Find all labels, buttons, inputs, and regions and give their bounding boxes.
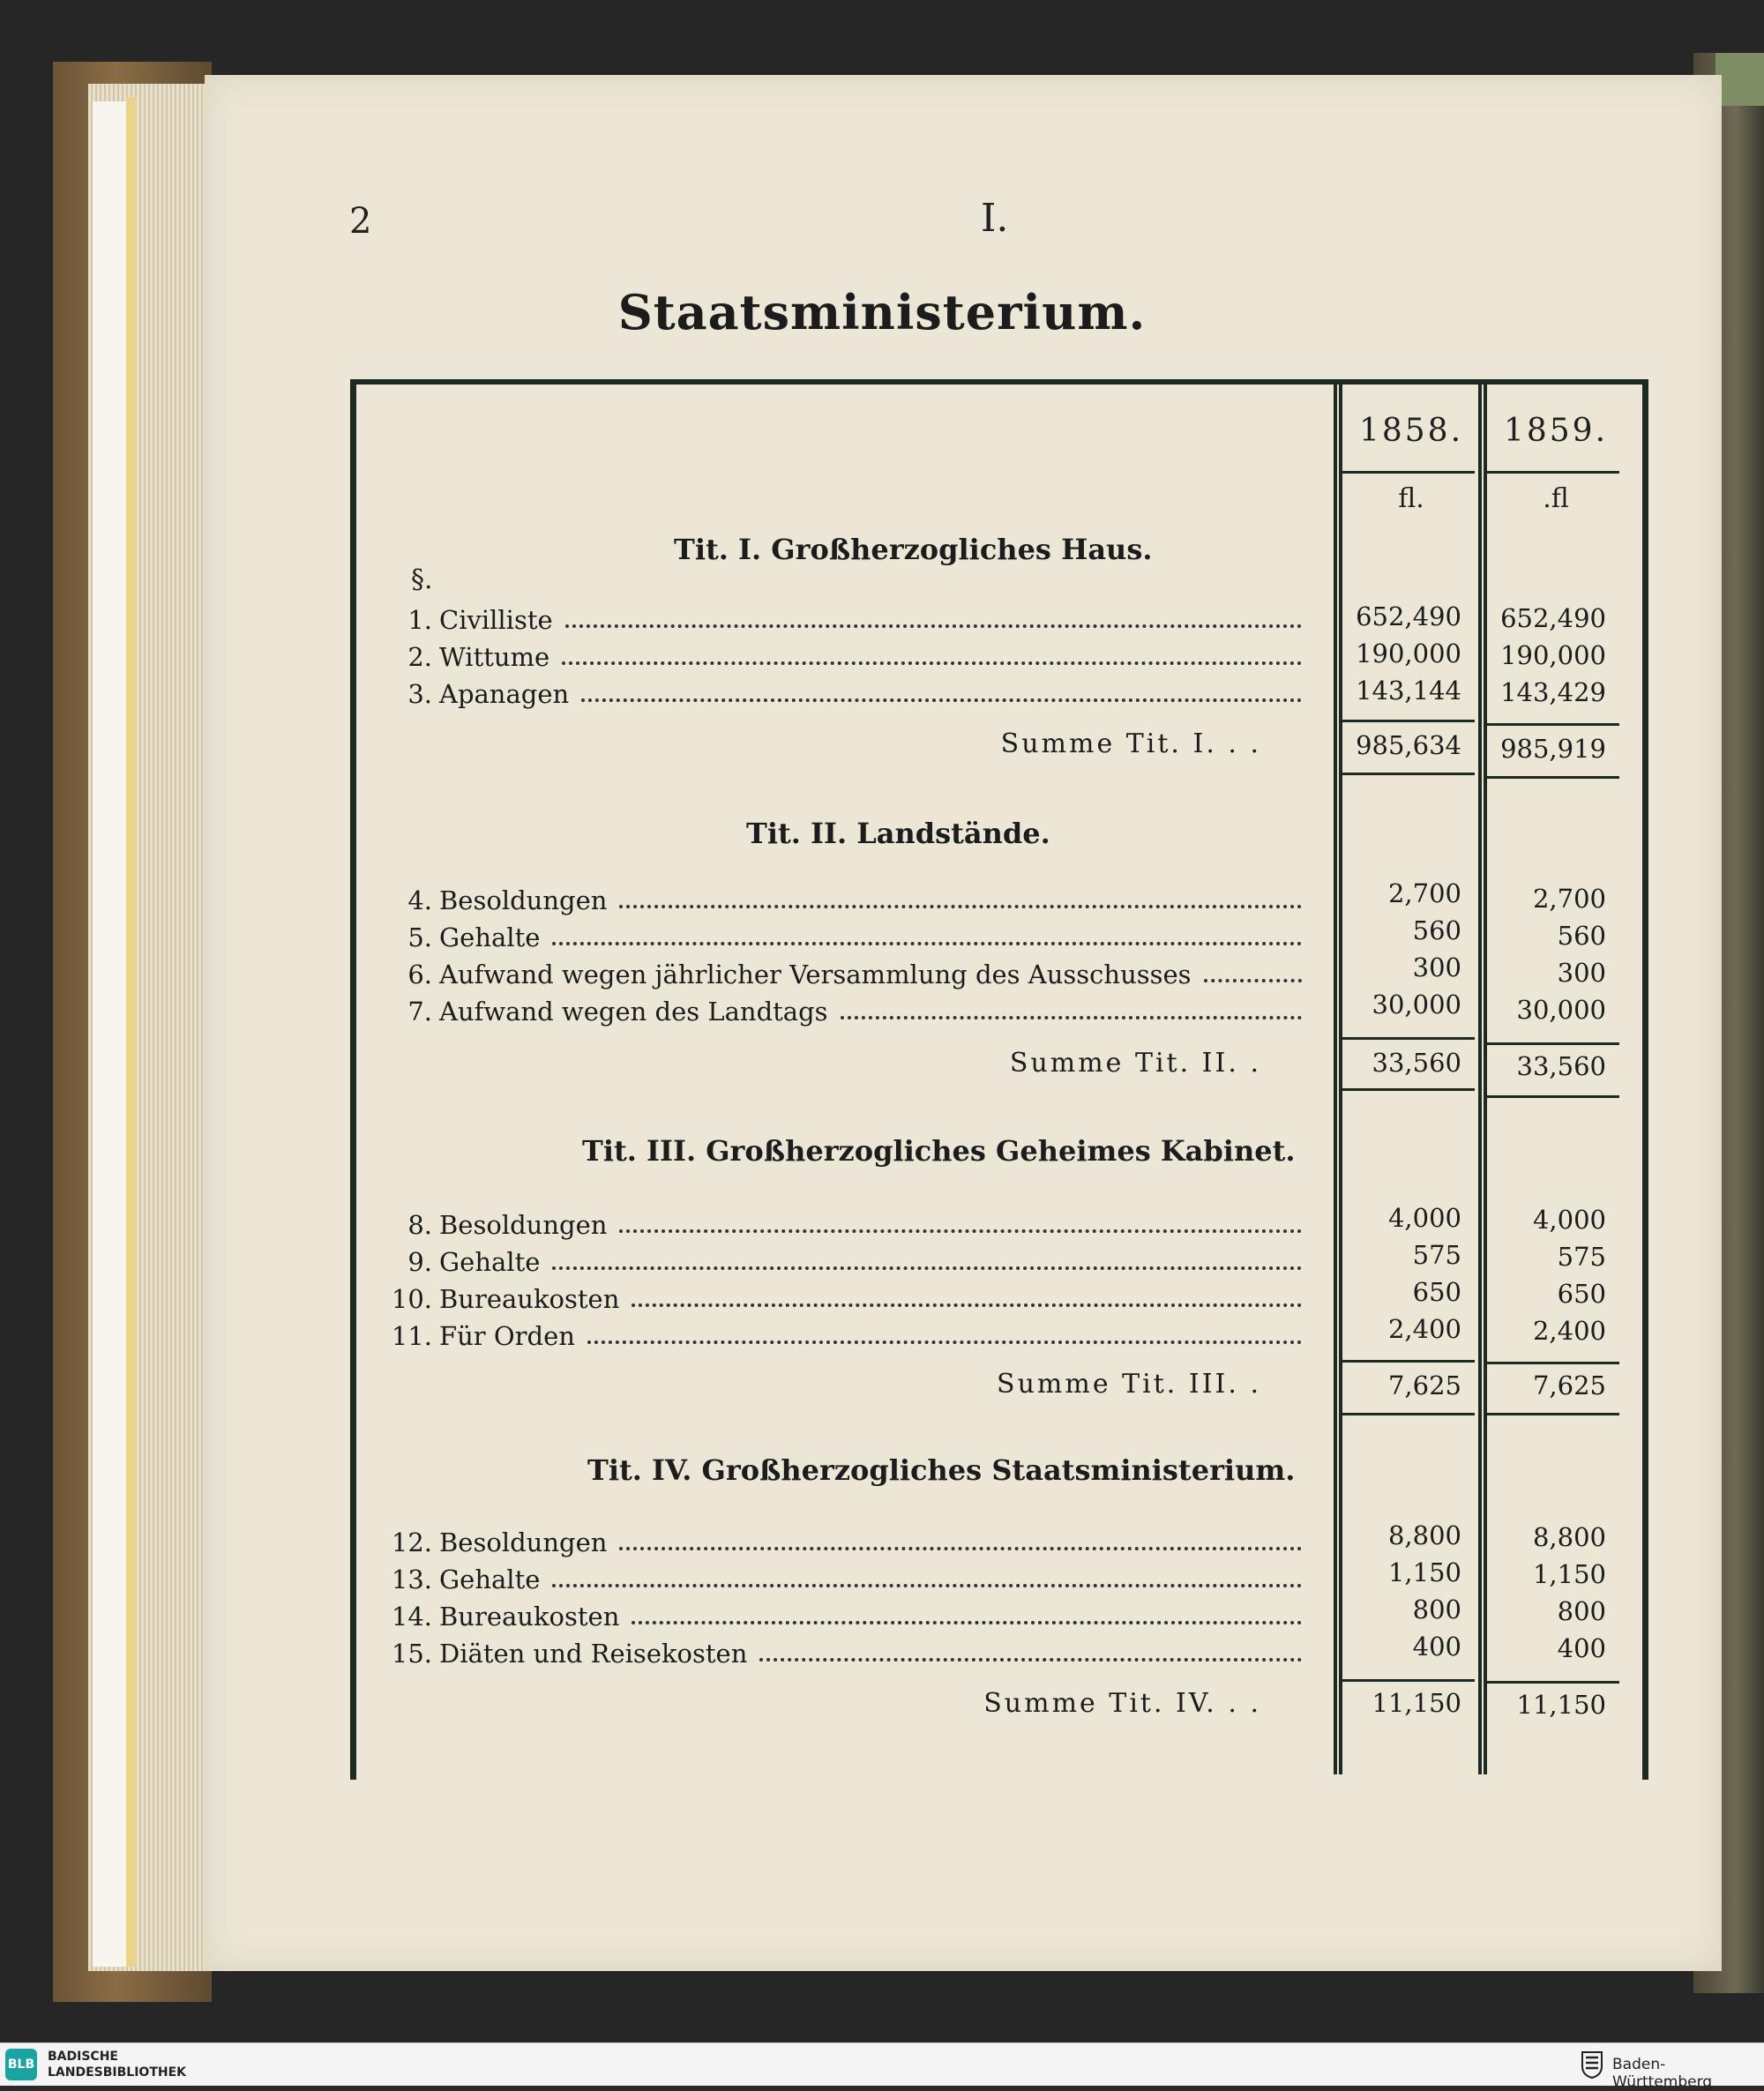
leader-dots (619, 1228, 1302, 1233)
item-label: Gehalte (439, 922, 541, 952)
section-number: I. (981, 196, 1009, 241)
value-1858: 4,000 (1387, 1203, 1461, 1233)
table-row (388, 674, 1305, 709)
leader-dots (587, 1340, 1302, 1344)
sum-1858: 33,560 (1372, 1048, 1461, 1078)
sum-rule (1342, 773, 1475, 775)
item-number: 11. (391, 1321, 432, 1351)
value-1859: 400 (1557, 1633, 1606, 1663)
sum-1859: 11,150 (1516, 1690, 1606, 1720)
section-title: Tit. IV. Großherzogliches Staatsministerium. (587, 1453, 1296, 1487)
item-number: 3. (407, 679, 432, 709)
section-sum-label: Summe Tit. IV. . . (983, 1688, 1261, 1719)
item-label: Besoldungen (439, 885, 608, 915)
leader-dots (619, 904, 1302, 908)
leader-dots (619, 1546, 1302, 1550)
value-1858: 1,150 (1387, 1557, 1461, 1587)
value-1858: 400 (1412, 1632, 1461, 1662)
paragraph-sign: §. (411, 564, 433, 595)
leader-dots (632, 1303, 1302, 1307)
leader-dots (581, 698, 1302, 702)
value-1859: 652,490 (1500, 603, 1606, 633)
value-1858: 143,144 (1356, 676, 1461, 706)
item-number: 15. (391, 1639, 432, 1669)
value-1859: 300 (1557, 958, 1606, 988)
sum-rule (1342, 1360, 1475, 1363)
value-1859: 560 (1557, 921, 1606, 951)
year-header-1859: 1859. (1503, 413, 1609, 449)
value-1859: 190,000 (1500, 640, 1606, 670)
sum-rule (1342, 1679, 1475, 1682)
table-row (388, 917, 1305, 952)
value-1858: 652,490 (1356, 601, 1461, 631)
value-1859: 143,429 (1500, 677, 1606, 707)
table-row (388, 1242, 1305, 1277)
page-number: 2 (349, 201, 372, 242)
section-title: Tit. II. Landstände. (746, 817, 1050, 850)
value-1858: 8,800 (1387, 1520, 1461, 1550)
item-label: Apanagen (439, 679, 570, 709)
sum-rule (1487, 1095, 1619, 1098)
leader-dots (552, 1266, 1302, 1270)
item-number: 13. (391, 1565, 432, 1594)
item-label: Wittume (439, 642, 550, 672)
table-row (388, 1633, 1305, 1669)
section-title: Tit. I. Großherzogliches Haus. (674, 533, 1153, 566)
value-1858: 300 (1412, 952, 1461, 982)
item-number: 7. (407, 997, 432, 1027)
sum-rule (1487, 723, 1619, 726)
value-1858: 560 (1412, 915, 1461, 945)
value-1859: 650 (1557, 1279, 1606, 1309)
item-label: Gehalte (439, 1565, 541, 1594)
item-number: 8. (407, 1210, 432, 1240)
table-row (388, 637, 1305, 672)
sum-rule (1487, 1413, 1619, 1415)
page-edge-gilt (126, 97, 137, 1967)
unit-header-1858: fl. (1398, 483, 1424, 514)
value-1858: 650 (1412, 1277, 1461, 1307)
table-row (388, 991, 1305, 1027)
table-row (388, 1316, 1305, 1351)
value-1859: 8,800 (1532, 1522, 1606, 1552)
value-1858: 800 (1412, 1594, 1461, 1624)
item-number: 4. (407, 885, 432, 915)
sum-1859: 33,560 (1516, 1051, 1606, 1081)
item-label: Für Orden (439, 1321, 575, 1351)
section-sum-label: Summe Tit. II. . (1009, 1048, 1261, 1079)
item-number: 6. (407, 960, 432, 989)
leader-dots (552, 941, 1302, 945)
sum-rule (1342, 1037, 1475, 1040)
item-label: Bureaukosten (439, 1602, 620, 1632)
item-label: Gehalte (439, 1247, 541, 1277)
value-1858: 190,000 (1356, 639, 1461, 668)
value-1858: 2,700 (1387, 878, 1461, 908)
sum-1858: 11,150 (1372, 1688, 1461, 1718)
leader-dots (1204, 978, 1302, 982)
item-label: Diäten und Reisekosten (439, 1639, 748, 1669)
sum-1858: 985,634 (1356, 730, 1461, 760)
book-cover-right-corner (1715, 53, 1764, 106)
table-row (388, 1522, 1305, 1557)
sum-rule (1487, 776, 1619, 779)
table-row (388, 1279, 1305, 1314)
item-number: 12. (391, 1527, 432, 1557)
table-row (388, 600, 1305, 635)
library-name-line2: LANDESBIBLIOTHEK (48, 2065, 187, 2080)
state-name[interactable]: Baden-Württemberg (1612, 2056, 1713, 2091)
table-row (388, 1596, 1305, 1632)
item-number: 9. (407, 1247, 432, 1277)
value-1858: 2,400 (1387, 1314, 1461, 1344)
header-rule (1487, 471, 1619, 474)
value-1859: 2,400 (1532, 1316, 1606, 1346)
coat-of-arms-icon (1579, 2050, 1605, 2079)
sum-rule (1342, 1088, 1475, 1091)
unit-header-1859: .fl (1543, 483, 1569, 514)
section-sum-label: Summe Tit. I. . . (1000, 728, 1261, 759)
page-edge-white (93, 101, 126, 1967)
sum-1858: 7,625 (1387, 1370, 1461, 1400)
leader-dots (759, 1657, 1302, 1662)
leader-dots (552, 1583, 1302, 1587)
item-label: Besoldungen (439, 1210, 608, 1240)
table-row (388, 880, 1305, 915)
library-name[interactable] (48, 2049, 186, 2080)
sum-rule (1342, 720, 1475, 722)
value-1858: 575 (1412, 1240, 1461, 1270)
table-row (388, 1559, 1305, 1594)
item-label: Bureaukosten (439, 1284, 620, 1314)
header-rule (1342, 471, 1475, 474)
sum-rule (1487, 1681, 1619, 1684)
library-logo[interactable]: BLB (5, 2049, 37, 2080)
value-1859: 1,150 (1532, 1559, 1606, 1589)
item-number: 10. (391, 1284, 432, 1314)
leader-dots (562, 661, 1302, 665)
sum-1859: 7,625 (1532, 1370, 1606, 1400)
item-label: Aufwand wegen jährlicher Versammlung des Ausschusses (439, 960, 1192, 989)
item-number: 1. (407, 605, 432, 635)
sum-rule (1487, 1042, 1619, 1045)
item-label: Civilliste (439, 605, 553, 635)
section-title: Tit. III. Großherzogliches Geheimes Kabinet. (582, 1134, 1296, 1168)
table-row (388, 1205, 1305, 1240)
leader-dots (565, 624, 1302, 628)
footer-bar (0, 2042, 1764, 2091)
item-number: 2. (407, 642, 432, 672)
library-name-line1: BADISCHE (48, 2050, 118, 2064)
value-1858: 30,000 (1372, 989, 1461, 1019)
item-number: 14. (391, 1602, 432, 1632)
section-sum-label: Summe Tit. III. . (997, 1369, 1261, 1400)
value-1859: 575 (1557, 1242, 1606, 1272)
value-1859: 30,000 (1516, 995, 1606, 1025)
item-number: 5. (407, 922, 432, 952)
sum-1859: 985,919 (1500, 734, 1606, 764)
value-1859: 800 (1557, 1596, 1606, 1626)
item-label: Aufwand wegen des Landtags (439, 997, 828, 1027)
sum-rule (1487, 1362, 1619, 1364)
table-row (388, 954, 1305, 989)
item-label: Besoldungen (439, 1527, 608, 1557)
sum-rule (1342, 1413, 1475, 1415)
leader-dots (841, 1015, 1302, 1019)
value-1859: 4,000 (1532, 1205, 1606, 1235)
page-title: Staatsministerium. (617, 284, 1147, 340)
leader-dots (632, 1620, 1302, 1624)
year-header-1858: 1858. (1358, 413, 1464, 449)
value-1859: 2,700 (1532, 884, 1606, 914)
